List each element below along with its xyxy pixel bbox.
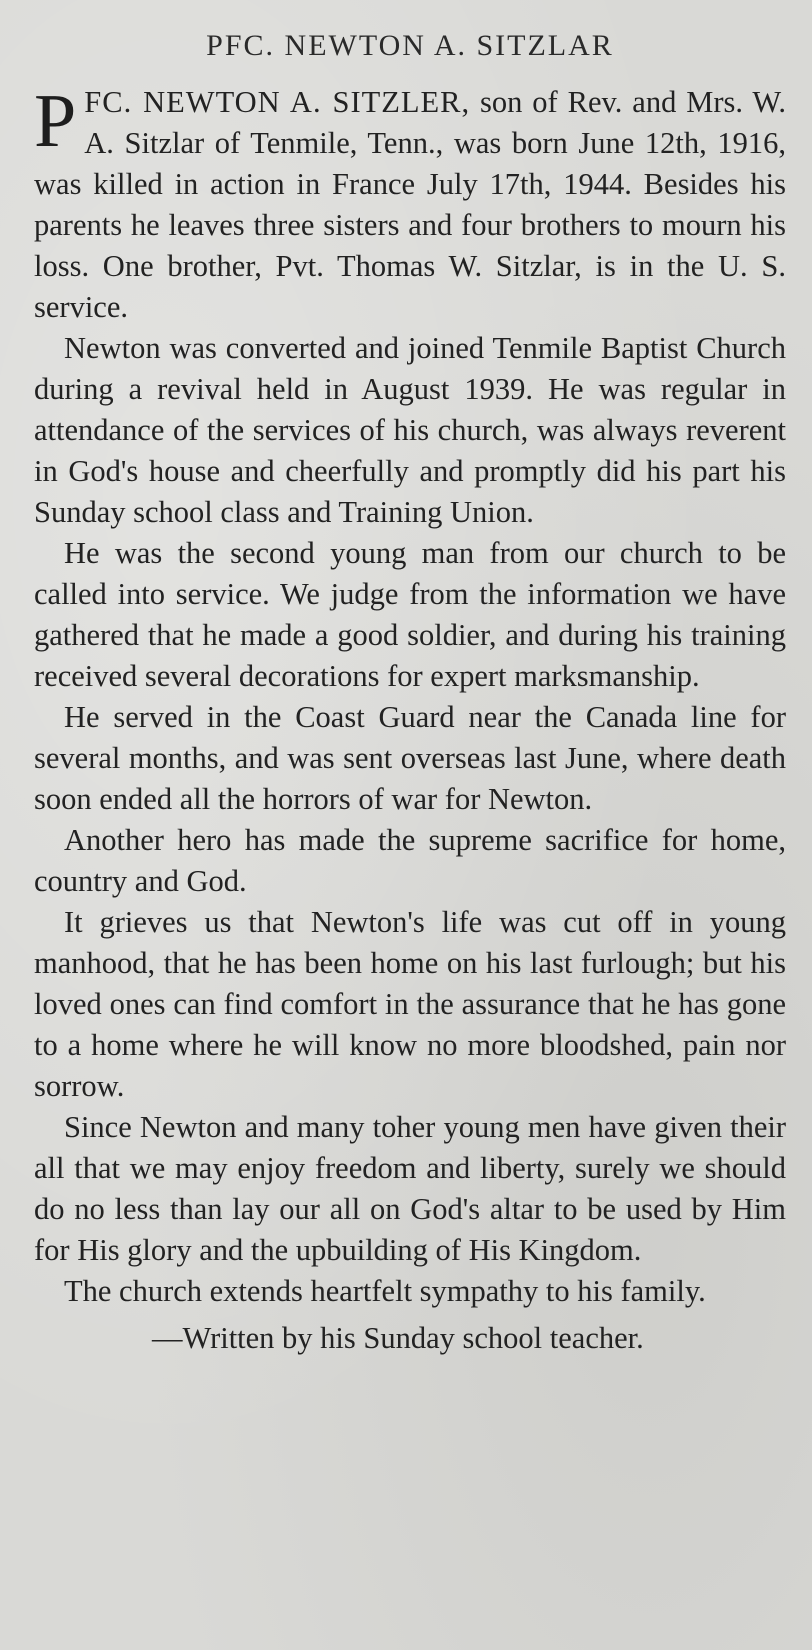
- article-paragraph: He was the second young man from our church to be called into service. We judge from the information we have gathered that he made a good soldier, and during his training received several decorations for expert marksmanship.: [34, 536, 786, 693]
- article-title: PFC. NEWTON A. SITZLAR: [206, 29, 614, 62]
- drop-cap: P: [34, 79, 77, 163]
- intro-text: son of Rev. and Mrs. W. A. Sitzlar of Tenmile, Tenn., was born June 12th, 1916, was killed in action in France July 17th, 1944. Besides his parents he leaves three sisters and four brothers to mourn his loss. One brother, Pvt. Thomas W. Sitzlar, is in the U. S. service.: [34, 85, 786, 324]
- article-paragraph: He served in the Coast Guard near the Canada line for several months, and was sent overseas last June, where death soon ended all the horrors of war for Newton.: [34, 700, 786, 816]
- author-signature: —Written by his Sunday school teacher.: [152, 1321, 644, 1355]
- article-paragraph: Newton was converted and joined Tenmile Baptist Church during a revival held in August 1939. He was regular in attendance of the services of his church, was always reverent in God's house and cheerfully and promptly did his part his Sunday school class and Training Union.: [34, 331, 786, 529]
- article-paragraph-intro: [34, 79, 786, 328]
- article-paragraph: The church extends heartfelt sympathy to his family.: [64, 1274, 706, 1308]
- article-paragraph: Another hero has made the supreme sacrifice for home, country and God.: [34, 823, 786, 898]
- article-paragraph: Since Newton and many toher young men have given their all that we may enjoy freedom and liberty, surely we should do no less than lay our all on God's altar to be used by Him for His glory and the upbuilding of His Kingdom.: [34, 1110, 786, 1267]
- article-paragraph: It grieves us that Newton's life was cut off in young manhood, that he has been home on his last furlough; but his loved ones can find comfort in the assurance that he has gone to a home where he will know no more bloodshed, pain nor sorrow.: [34, 905, 786, 1103]
- subject-name: FC. NEWTON A. SITZLER,: [84, 85, 471, 119]
